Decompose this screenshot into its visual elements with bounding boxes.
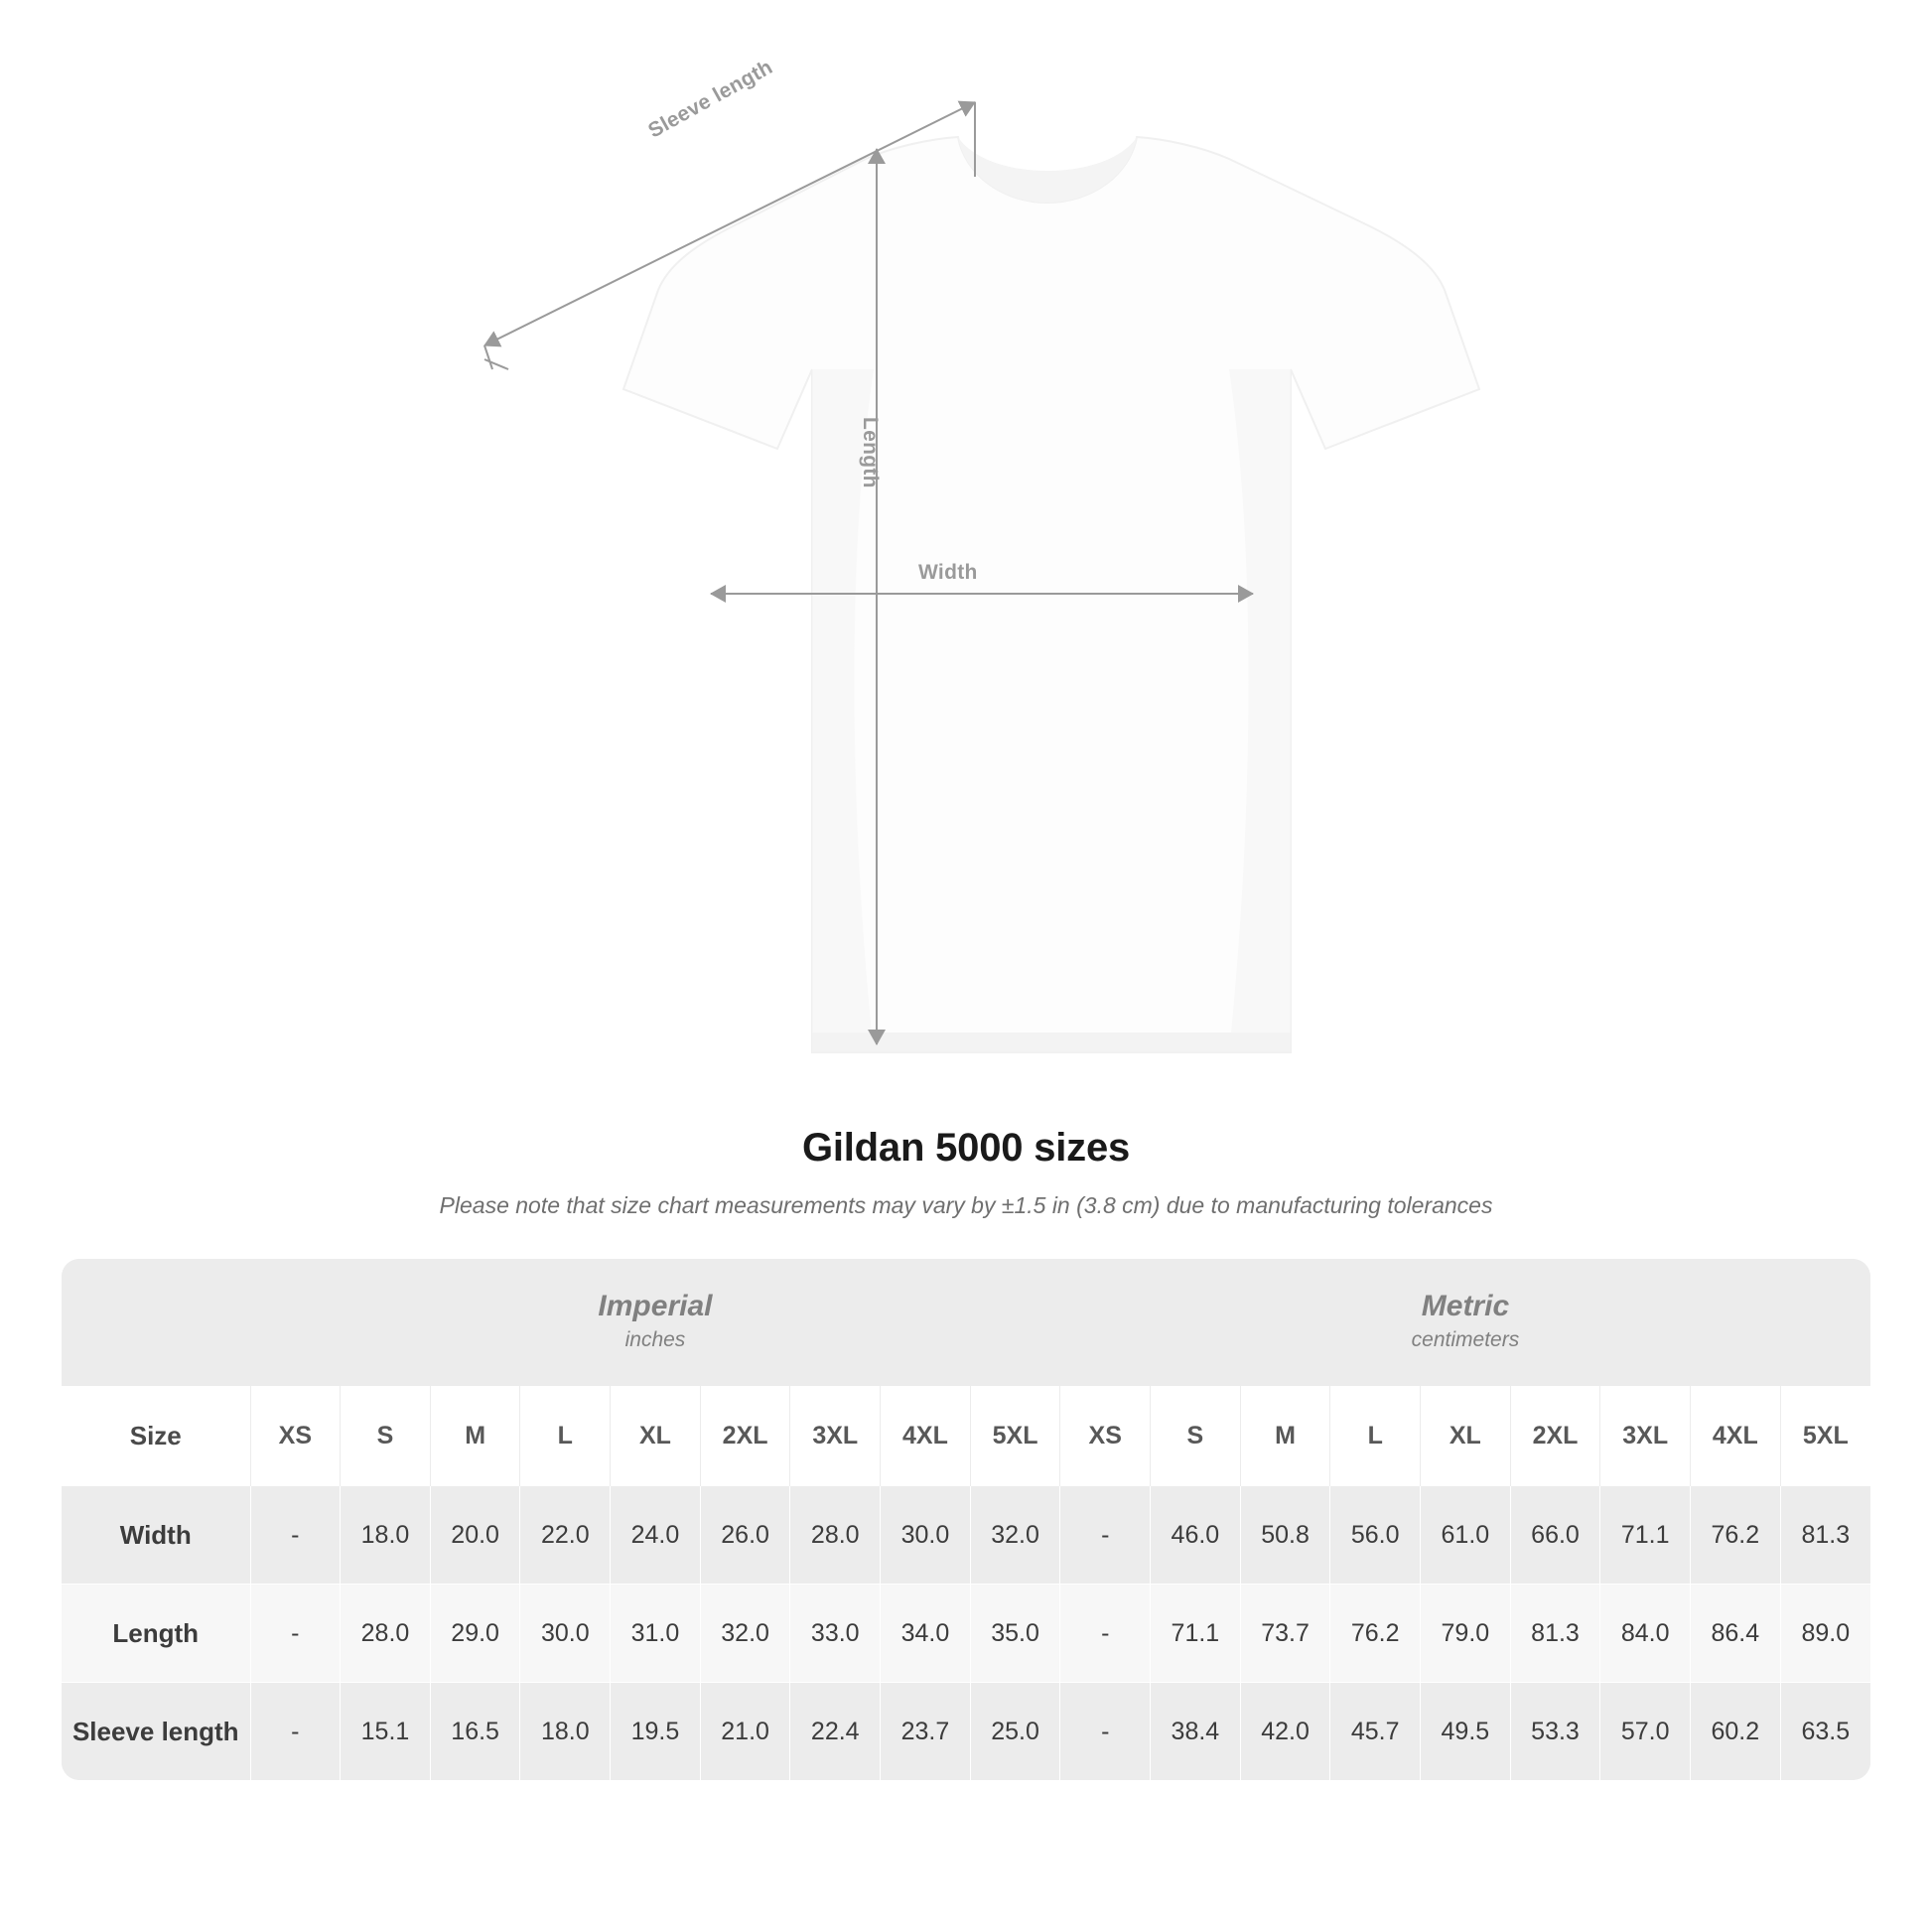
cell-width-imperial-3xl: 28.0 [790, 1486, 881, 1585]
column-header-imperial-xl: XL [611, 1386, 701, 1486]
system-name-imperial: Imperial [598, 1290, 713, 1322]
cell-width-imperial-s: 18.0 [341, 1486, 431, 1585]
cell-length-imperial-xl: 31.0 [611, 1585, 701, 1683]
system-name-metric: Metric [1421, 1290, 1510, 1322]
row-label-sleeve-length: Sleeve length [62, 1683, 250, 1781]
cell-length-metric-2xl: 81.3 [1510, 1585, 1600, 1683]
cell-width-metric-3xl: 71.1 [1600, 1486, 1691, 1585]
cell-length-metric-5xl: 89.0 [1780, 1585, 1870, 1683]
cell-sleeve-imperial-xs: - [250, 1683, 341, 1781]
column-header-metric-s: S [1151, 1386, 1241, 1486]
row-label-length: Length [62, 1585, 250, 1683]
cell-width-imperial-xs: - [250, 1486, 341, 1585]
cell-sleeve-imperial-xl: 19.5 [611, 1683, 701, 1781]
cell-length-imperial-5xl: 35.0 [970, 1585, 1060, 1683]
cell-sleeve-metric-s: 38.4 [1151, 1683, 1241, 1781]
cell-length-metric-m: 73.7 [1240, 1585, 1330, 1683]
table-row [62, 1486, 1870, 1585]
cell-length-metric-4xl: 86.4 [1691, 1585, 1781, 1683]
cell-length-imperial-4xl: 34.0 [881, 1585, 971, 1683]
system-header-metric [1060, 1259, 1870, 1386]
cell-length-metric-s: 71.1 [1151, 1585, 1241, 1683]
system-header-spacer [62, 1259, 250, 1386]
size-header-row [62, 1386, 1870, 1486]
cell-sleeve-imperial-s: 15.1 [341, 1683, 431, 1781]
cell-width-metric-xl: 61.0 [1421, 1486, 1511, 1585]
cell-length-imperial-xs: - [250, 1585, 341, 1683]
table-row [62, 1683, 1870, 1781]
cell-length-metric-3xl: 84.0 [1600, 1585, 1691, 1683]
cell-width-metric-xs: - [1060, 1486, 1151, 1585]
cell-width-imperial-m: 20.0 [430, 1486, 520, 1585]
sleeve-length-label: Sleeve length [644, 55, 777, 143]
cell-width-metric-m: 50.8 [1240, 1486, 1330, 1585]
width-label: Width [918, 561, 978, 584]
cell-sleeve-metric-l: 45.7 [1330, 1683, 1421, 1781]
cell-sleeve-metric-xs: - [1060, 1683, 1151, 1781]
cell-width-metric-4xl: 76.2 [1691, 1486, 1781, 1585]
cell-sleeve-metric-4xl: 60.2 [1691, 1683, 1781, 1781]
cell-length-metric-xs: - [1060, 1585, 1151, 1683]
cell-sleeve-metric-m: 42.0 [1240, 1683, 1330, 1781]
column-header-metric-5xl: 5XL [1780, 1386, 1870, 1486]
column-header-metric-3xl: 3XL [1600, 1386, 1691, 1486]
cell-sleeve-metric-2xl: 53.3 [1510, 1683, 1600, 1781]
cell-length-imperial-s: 28.0 [341, 1585, 431, 1683]
cell-width-metric-2xl: 66.0 [1510, 1486, 1600, 1585]
column-header-imperial-s: S [341, 1386, 431, 1486]
cell-length-imperial-l: 30.0 [520, 1585, 611, 1683]
cell-sleeve-metric-3xl: 57.0 [1600, 1683, 1691, 1781]
cell-sleeve-imperial-l: 18.0 [520, 1683, 611, 1781]
column-header-imperial-3xl: 3XL [790, 1386, 881, 1486]
column-header-imperial-xs: XS [250, 1386, 341, 1486]
system-unit-imperial: inches [624, 1327, 686, 1351]
column-header-metric-xl: XL [1421, 1386, 1511, 1486]
column-header-metric-4xl: 4XL [1691, 1386, 1781, 1486]
table-row [62, 1585, 1870, 1683]
cell-width-imperial-2xl: 26.0 [700, 1486, 790, 1585]
row-label-width: Width [62, 1486, 250, 1585]
cell-width-metric-5xl: 81.3 [1780, 1486, 1870, 1585]
cell-sleeve-metric-5xl: 63.5 [1780, 1683, 1870, 1781]
column-header-metric-l: L [1330, 1386, 1421, 1486]
cell-sleeve-imperial-3xl: 22.4 [790, 1683, 881, 1781]
column-header-imperial-m: M [430, 1386, 520, 1486]
length-label: Length [859, 417, 882, 488]
system-unit-metric: centimeters [1411, 1327, 1520, 1351]
cell-width-metric-l: 56.0 [1330, 1486, 1421, 1585]
tolerance-note: Please note that size chart measurements may vary by ±1.5 in (3.8 cm) due to manufacturing tolerances [439, 1192, 1493, 1218]
column-header-metric-m: M [1240, 1386, 1330, 1486]
cell-sleeve-metric-xl: 49.5 [1421, 1683, 1511, 1781]
page-title: Gildan 5000 sizes [801, 1126, 1131, 1170]
cell-sleeve-imperial-m: 16.5 [430, 1683, 520, 1781]
cell-length-metric-xl: 79.0 [1421, 1585, 1511, 1683]
column-header-size: Size [62, 1386, 250, 1486]
system-header-imperial [250, 1259, 1060, 1386]
cell-width-imperial-5xl: 32.0 [970, 1486, 1060, 1585]
size-chart-table [62, 1259, 1870, 1780]
size-chart-table-wrap [62, 1259, 1870, 1780]
cell-width-imperial-4xl: 30.0 [881, 1486, 971, 1585]
cell-width-imperial-xl: 24.0 [611, 1486, 701, 1585]
cell-length-metric-l: 76.2 [1330, 1585, 1421, 1683]
column-header-metric-xs: XS [1060, 1386, 1151, 1486]
column-header-imperial-5xl: 5XL [970, 1386, 1060, 1486]
cell-length-imperial-2xl: 32.0 [700, 1585, 790, 1683]
cell-width-metric-s: 46.0 [1151, 1486, 1241, 1585]
cell-sleeve-imperial-2xl: 21.0 [700, 1683, 790, 1781]
cell-length-imperial-3xl: 33.0 [790, 1585, 881, 1683]
cell-sleeve-imperial-5xl: 25.0 [970, 1683, 1060, 1781]
column-header-imperial-2xl: 2XL [700, 1386, 790, 1486]
cell-length-imperial-m: 29.0 [430, 1585, 520, 1683]
cell-width-imperial-l: 22.0 [520, 1486, 611, 1585]
system-header-row [62, 1259, 1870, 1386]
column-header-imperial-l: L [520, 1386, 611, 1486]
column-header-imperial-4xl: 4XL [881, 1386, 971, 1486]
cell-sleeve-imperial-4xl: 23.7 [881, 1683, 971, 1781]
column-header-metric-2xl: 2XL [1510, 1386, 1600, 1486]
